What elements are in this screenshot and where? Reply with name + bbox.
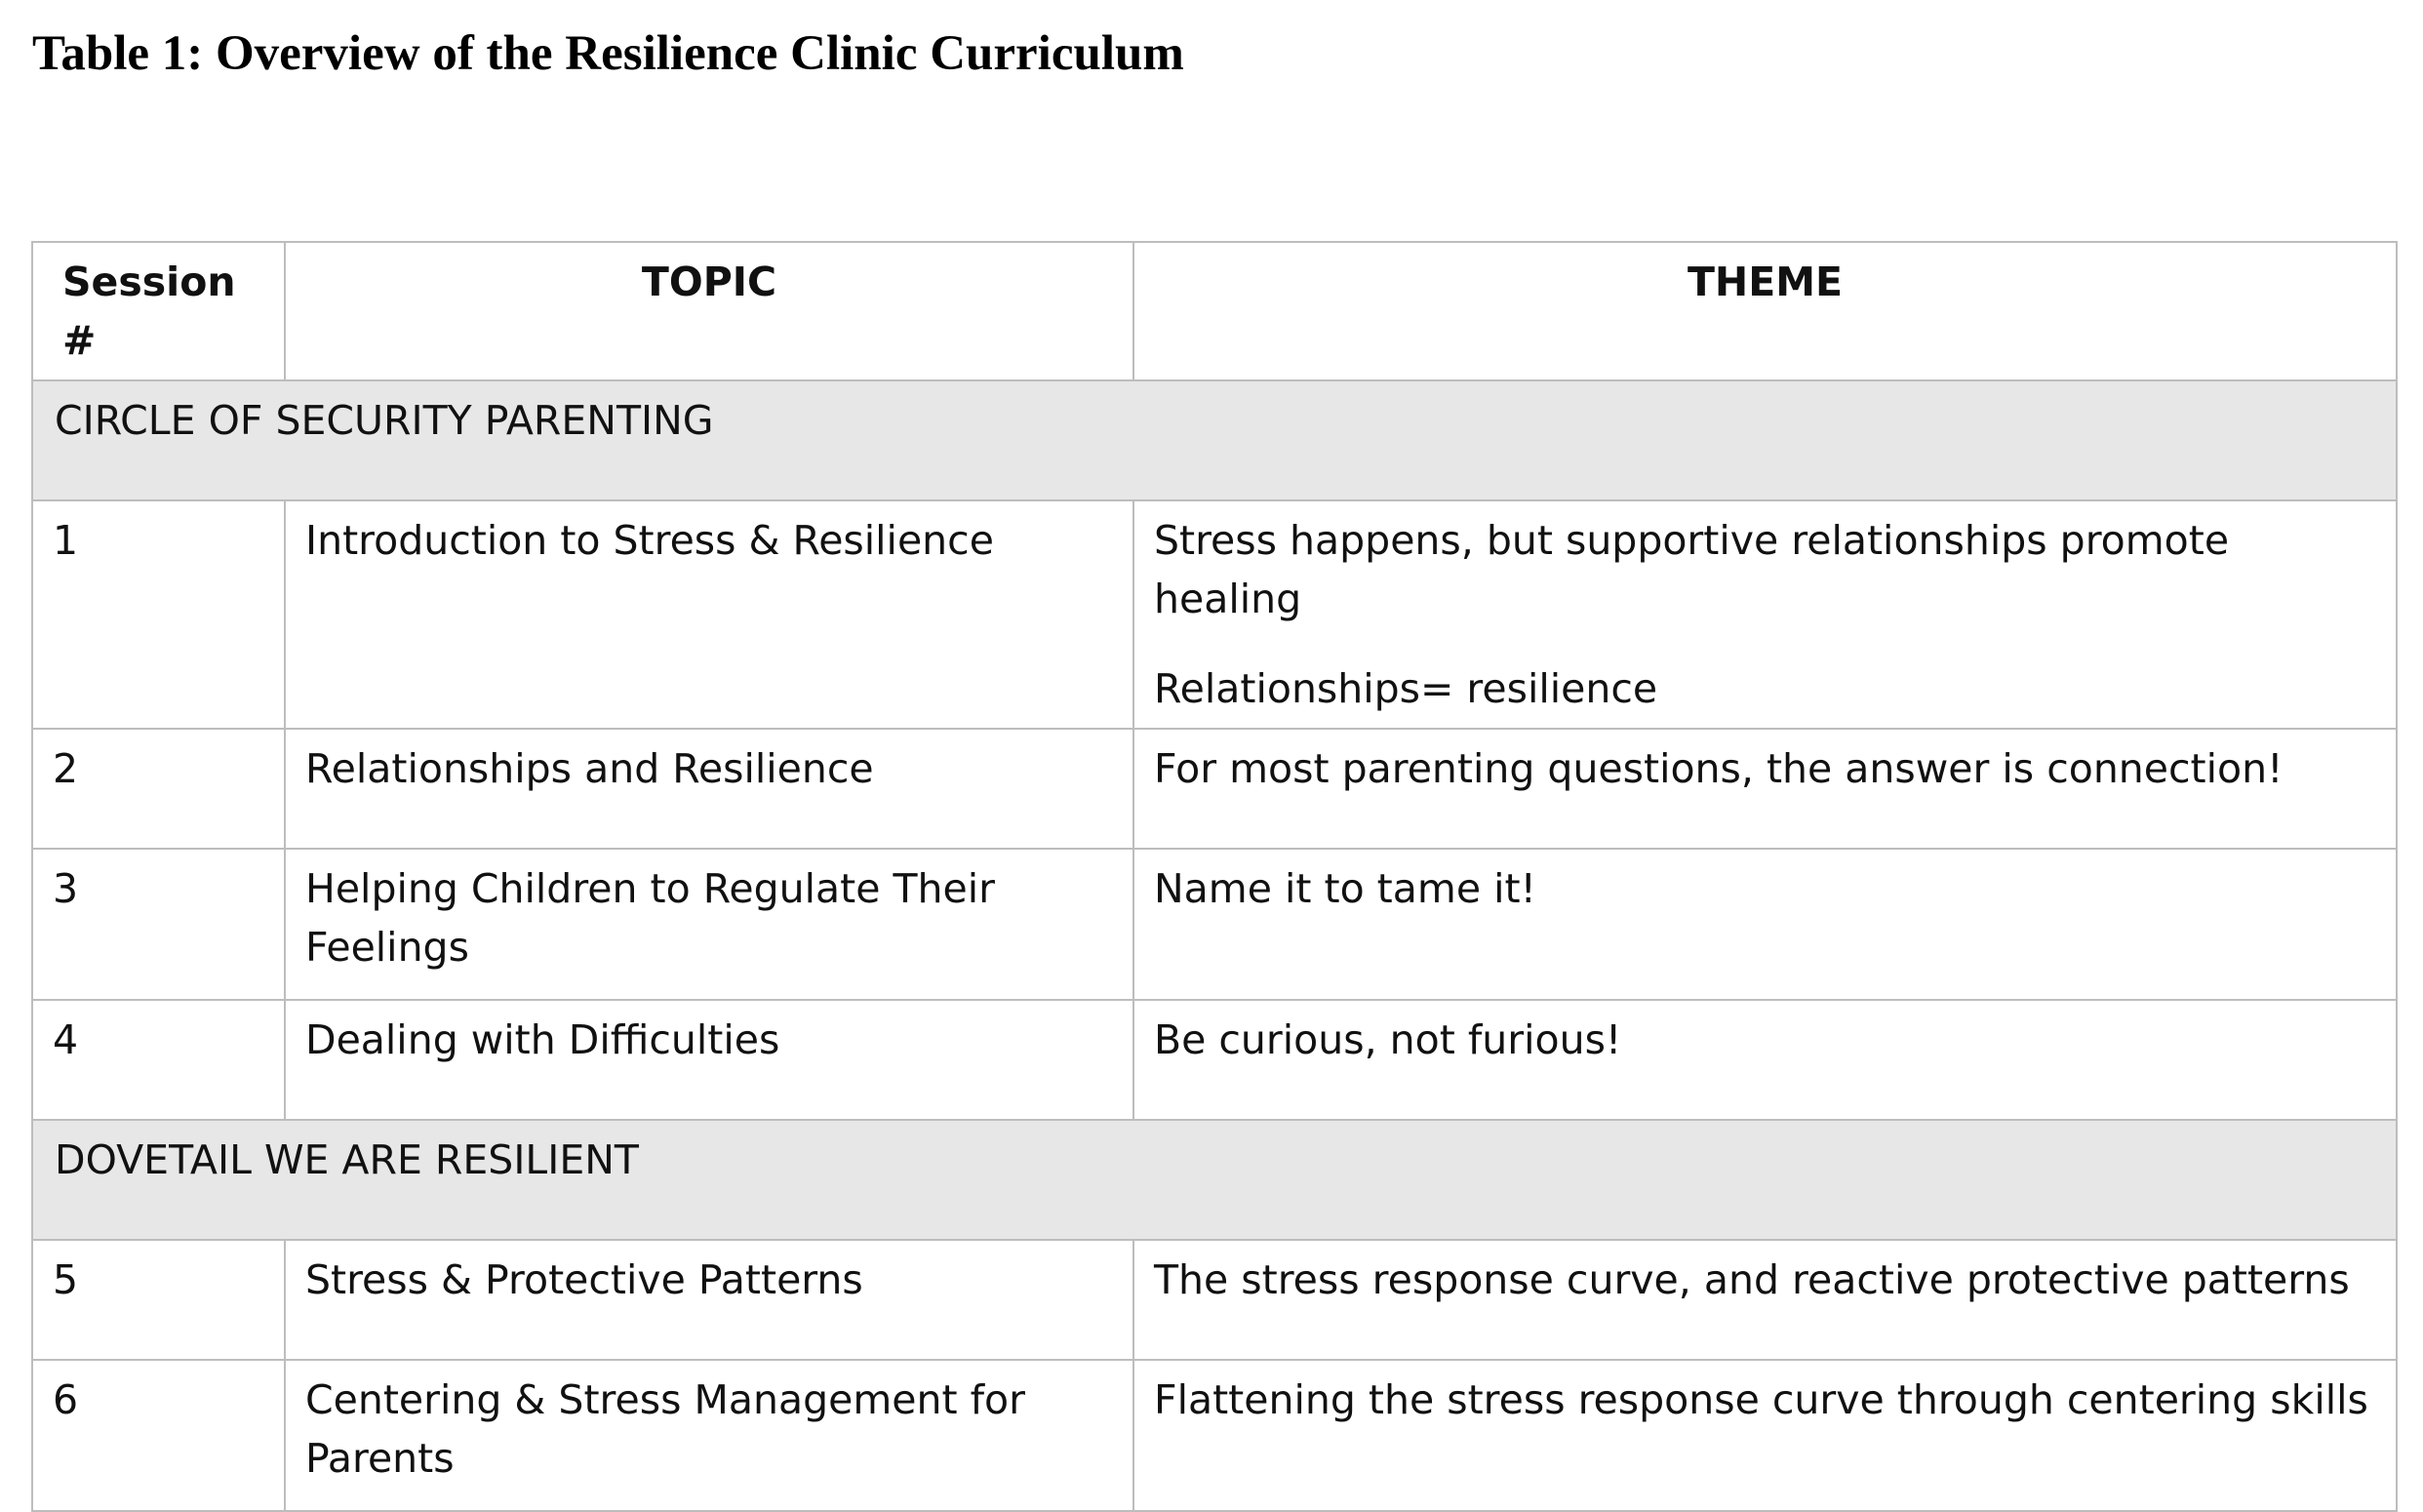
topic-cell: Helping Children to Regulate Their Feelings [285, 849, 1133, 1000]
topic-cell: Centering & Stress Management for Parents [285, 1360, 1133, 1511]
topic-cell: Relationships and Resilience [285, 729, 1133, 849]
column-header-session: Session # [32, 242, 285, 380]
session-number: 3 [32, 849, 285, 1000]
theme-cell: Be curious, not furious! [1133, 1000, 2397, 1120]
table-row [32, 1360, 2397, 1511]
table-row [32, 729, 2397, 849]
section-heading: CIRCLE OF SECURITY PARENTING [32, 380, 2397, 500]
theme-text: Stress happens, but supportive relationships promote healing [1154, 517, 2230, 622]
theme-cell: Flattening the stress response curve through centering skills [1133, 1360, 2397, 1511]
theme-cell: For most parenting questions, the answer is connection! [1133, 729, 2397, 849]
section-row [32, 380, 2397, 500]
session-number: 5 [32, 1240, 285, 1360]
session-number: 1 [32, 500, 285, 729]
curriculum-table [31, 241, 2398, 1512]
topic-cell: Introduction to Stress & Resilience [285, 500, 1133, 729]
theme-cell: The stress response curve, and reactive protective patterns [1133, 1240, 2397, 1360]
theme-cell [1133, 500, 2397, 729]
topic-cell: Stress & Protective Patterns [285, 1240, 1133, 1360]
session-number: 6 [32, 1360, 285, 1511]
table-row [32, 1000, 2397, 1120]
session-number: 2 [32, 729, 285, 849]
theme-text-secondary: Relationships= resilience [1154, 665, 1658, 712]
theme-cell: Name it to tame it! [1133, 849, 2397, 1000]
column-header-topic: TOPIC [285, 242, 1133, 380]
column-header-theme: THEME [1133, 242, 2397, 380]
section-heading: DOVETAIL WE ARE RESILIENT [32, 1120, 2397, 1240]
header-row [32, 242, 2397, 380]
table-row [32, 849, 2397, 1000]
table-row [32, 500, 2397, 729]
table-title: Table 1: Overview of the Resilience Clinic Curriculum [32, 26, 1184, 81]
session-number: 4 [32, 1000, 285, 1120]
topic-cell: Dealing with Difficulties [285, 1000, 1133, 1120]
table-row [32, 1240, 2397, 1360]
section-row [32, 1120, 2397, 1240]
